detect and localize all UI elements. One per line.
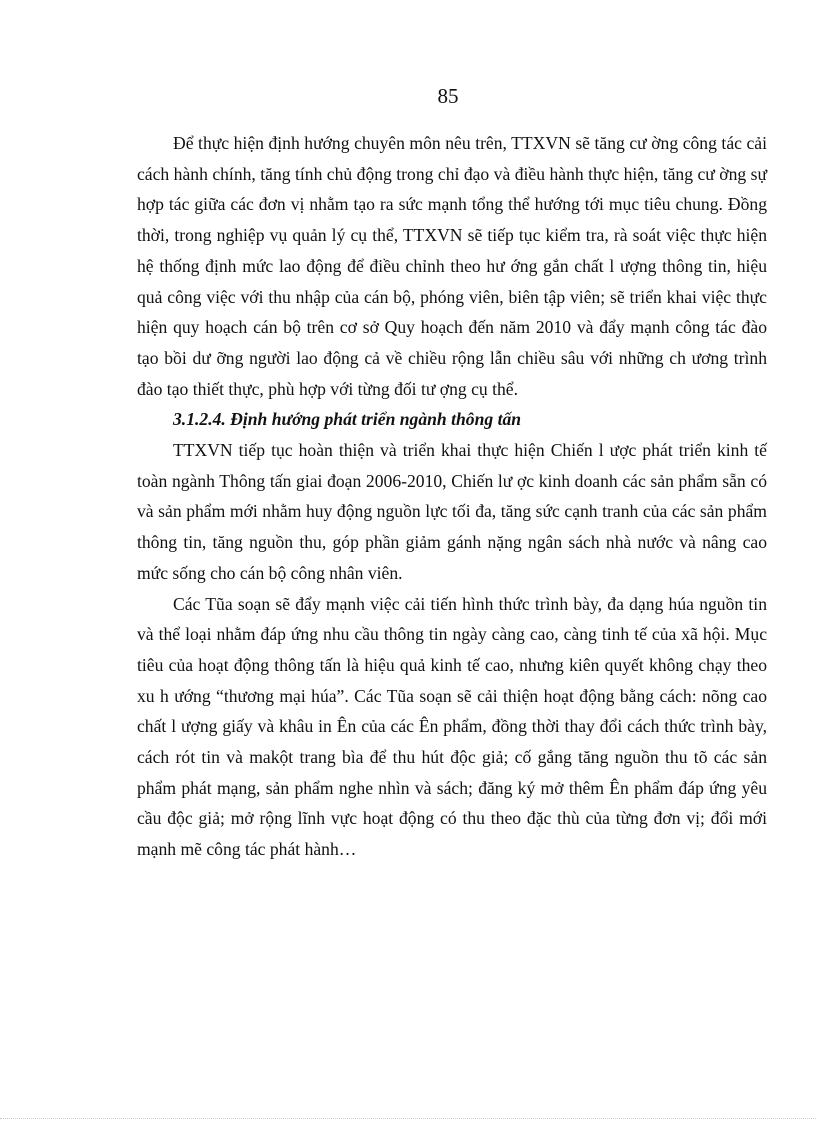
paragraph-1: Để thực hiện định hướng chuyên môn nêu trên, TTXVN sẽ tăng cư ờng công tác cải cách hành chính, tăng tính chủ động trong chỉ đạo và điều hành thực hiện, tăng cư ờng sự hợp tác giữa các đơn vị nhằm tạo ra sức mạnh tổng thể hướng tới mục tiêu chung. Đồng thời, trong nghiệp vụ quản lý cụ thể, TTXVN sẽ tiếp tục kiểm tra, rà soát việc thực hiện hệ thống định mức lao động để điều chỉnh theo hư ớng gắn chất l ượng thông tin, hiệu quả công việc với thu nhập của cán bộ, phóng viên, biên tập viên; sẽ triển khai việc thực hiện quy hoạch cán bộ trên cơ sở Quy hoạch đến năm 2010 và đẩy mạnh công tác đào tạo bồi dư ỡng người lao động cả về chiều rộng lẫn chiều sâu với những ch ương trình đào tạo thiết thực, phù hợp với từng đối tư ợng cụ thể.	[137, 133, 767, 399]
page-number: 85	[437, 84, 459, 108]
section-heading: 3.1.2.4. Định hướng phát triển ngành thông tấn	[173, 409, 522, 430]
body-text	[137, 128, 767, 865]
paragraph-3: Các Tũa soạn sẽ đẩy mạnh việc cải tiến hình thức trình bày, đa dạng húa nguồn tin và thể loại nhằm đáp ứng nhu cầu thông tin ngày càng cao, càng tinh tế của xã hội. Mục tiêu của hoạt động thông tấn là hiệu quả kinh tế cao, nhưng kiên quyết không chạy theo xu h ướng “thương mại húa”. Các Tũa soạn sẽ cải thiện hoạt động bằng cách: nõng cao chất l ượng giấy và khâu in Ên của các Ên phẩm, đồng thời thay đổi cách thức trình bày, cách rót tin và makột trang bìa để thu hút độc giả; cố gắng tăng nguồn thu tõ các sản phẩm phát mạng, sản phẩm nghe nhìn và sách; đăng ký mở thêm Ên phẩm đáp ứng yêu cầu độc giả; mở rộng lĩnh vực hoạt động có thu theo đặc thù của từng đơn vị; đổi mới mạnh mẽ công tác phát hành…	[137, 593, 767, 860]
page-bottom-divider	[0, 1118, 816, 1119]
paragraph-2: TTXVN tiếp tục hoàn thiện và triển khai thực hiện Chiến l ược phát triển kinh tế toàn ngành Thông tấn giai đoạn 2006-2010, Chiến lư ợc kinh doanh các sản phẩm sẵn có và sản phẩm mới nhằm huy động nguồn lực tối đa, tăng sức cạnh tranh của các sản phẩm thông tin, tăng nguồn thu, góp phần giảm gánh nặng ngân sách nhà nước và nâng cao mức sống cho cán bộ công nhân viên.	[137, 440, 767, 583]
